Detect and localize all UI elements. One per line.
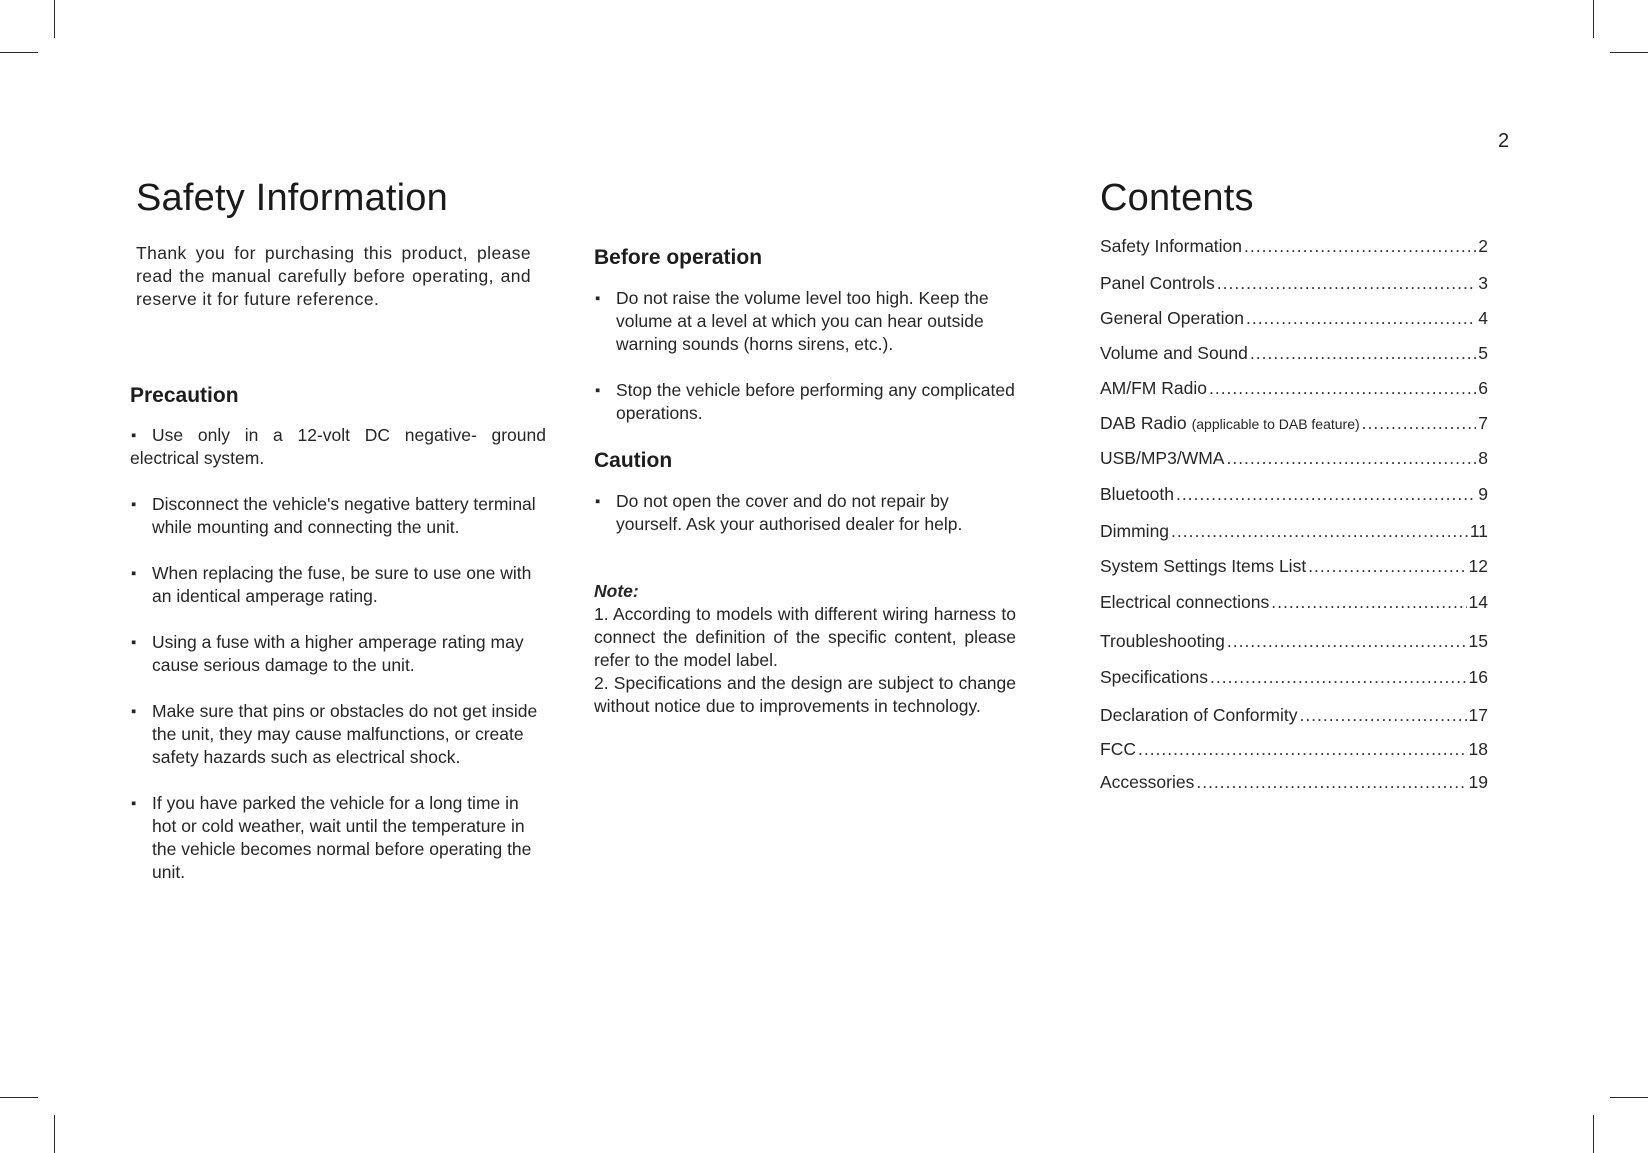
caution-list [594, 490, 1016, 536]
contents-list [1100, 236, 1488, 795]
toc-leader-dots [1308, 556, 1466, 577]
before-operation-heading: Before operation [594, 246, 763, 269]
toc-entry-title: Bluetooth [1100, 484, 1174, 504]
toc-entry[interactable] [1100, 413, 1488, 436]
list-item: ▪ Do not open the cover and do not repair by yourself. Ask your authorised dealer for help. [594, 490, 1016, 536]
crop-mark [54, 0, 55, 38]
toc-entry-page: 7 [1478, 413, 1488, 433]
toc-entry-title: Volume and Sound [1100, 343, 1248, 363]
precaution-heading: Precaution [130, 384, 239, 407]
toc-entry-page: 4 [1478, 308, 1488, 328]
toc-entry[interactable] [1100, 236, 1488, 259]
toc-entry[interactable] [1100, 343, 1488, 366]
toc-entry-title: FCC [1100, 739, 1136, 759]
toc-entry[interactable] [1100, 521, 1488, 544]
toc-entry[interactable] [1100, 631, 1488, 654]
toc-entry[interactable] [1100, 308, 1488, 331]
toc-entry-title: Electrical connections [1100, 592, 1270, 612]
toc-entry-title: AM/FM Radio [1100, 378, 1207, 398]
toc-entry[interactable] [1100, 592, 1488, 615]
operation-column [594, 246, 1016, 718]
toc-entry-page: 14 [1468, 592, 1488, 612]
toc-entry-page: 18 [1468, 739, 1488, 759]
toc-entry[interactable] [1100, 667, 1488, 690]
intro-paragraph [136, 242, 531, 311]
toc-entry-page: 11 [1469, 521, 1488, 541]
toc-entry[interactable] [1100, 378, 1488, 401]
list-item: ▪ Make sure that pins or obstacles do not get inside the unit, they may cause malfunctions, or create safety hazards such as electrical shock. [130, 700, 546, 769]
toc-leader-dots [1196, 772, 1466, 793]
crop-mark [0, 1097, 38, 1098]
toc-entry[interactable] [1100, 556, 1488, 579]
toc-leader-dots [1250, 343, 1476, 364]
toc-leader-dots [1138, 739, 1467, 760]
toc-entry-title: USB/MP3/WMA [1100, 448, 1225, 468]
toc-entry-page: 8 [1478, 448, 1488, 468]
toc-entry-page: 19 [1468, 772, 1488, 792]
toc-entry-subtitle: (applicable to DAB feature) [1191, 416, 1360, 432]
list-item: ▪ If you have parked the vehicle for a long time in hot or cold weather, wait until the temperature in the vehicle becomes normal before operating the unit. [130, 792, 546, 884]
toc-leader-dots [1271, 592, 1466, 613]
crop-mark [1593, 1115, 1594, 1153]
toc-entry[interactable] [1100, 705, 1488, 728]
toc-entry[interactable] [1100, 739, 1488, 762]
list-item: ▪ Use only in a 12-volt DC negative- ground electrical system. [130, 424, 546, 470]
list-item: ▪ Using a fuse with a higher amperage rating may cause serious damage to the unit. [130, 631, 546, 677]
note-label: Note: [594, 581, 639, 601]
toc-leader-dots [1362, 413, 1477, 434]
contents-title: Contents [1100, 177, 1254, 220]
toc-entry-title: Troubleshooting [1100, 631, 1225, 651]
toc-entry-title: General Operation [1100, 308, 1244, 328]
note-item-2: 2. Specifications and the design are subject to change without notice due to improvements in technology. [594, 673, 1016, 716]
toc-entry-page: 5 [1478, 343, 1488, 363]
list-item: ▪ Do not raise the volume level too high. Keep the volume at a level at which you can hear outside warning sounds (horns sirens, etc.). [594, 287, 1016, 356]
toc-entry-title: Declaration of Conformity [1100, 705, 1298, 725]
list-item: ▪ When replacing the fuse, be sure to use one with an identical amperage rating. [130, 562, 546, 608]
toc-entry[interactable] [1100, 448, 1488, 471]
crop-mark [1593, 0, 1594, 38]
toc-entry[interactable] [1100, 772, 1488, 795]
note-item-1: 1. According to models with different wiring harness to connect the definition of the specific content, please refer to the model label. [594, 604, 1016, 670]
toc-entry-page: 12 [1468, 556, 1488, 576]
toc-entry-title: Safety Information [1100, 236, 1243, 256]
toc-leader-dots [1227, 631, 1467, 652]
toc-entry-title: Specifications [1100, 667, 1208, 687]
toc-entry-title: Panel Controls [1100, 273, 1215, 293]
crop-mark [54, 1115, 55, 1153]
intro-text: Thank you for purchasing this product, please read the manual carefully before operating, and reserve it for future reference. [136, 243, 531, 309]
page-number: 2 [1498, 130, 1510, 152]
caution-heading: Caution [594, 449, 673, 472]
precaution-list [130, 424, 546, 884]
toc-entry-title: System Settings Items List [1100, 556, 1307, 576]
toc-entry-page: 3 [1478, 273, 1488, 293]
toc-leader-dots [1210, 667, 1467, 688]
toc-leader-dots [1299, 705, 1466, 726]
crop-mark [1610, 52, 1648, 53]
toc-leader-dots [1246, 308, 1476, 329]
toc-entry-title: Dimming [1100, 521, 1170, 541]
precaution-section [130, 384, 546, 907]
toc-leader-dots [1171, 521, 1468, 542]
toc-entry[interactable] [1100, 484, 1488, 507]
toc-leader-dots [1176, 484, 1476, 505]
before-operation-list [594, 287, 1016, 425]
toc-entry-page: 17 [1468, 705, 1488, 725]
list-item: ▪ Stop the vehicle before performing any complicated operations. [594, 379, 1016, 425]
toc-entry-page: 15 [1468, 631, 1488, 651]
toc-entry-page: 16 [1468, 667, 1488, 687]
toc-entry-title: Accessories [1100, 772, 1195, 792]
list-item: ▪ Disconnect the vehicle's negative battery terminal while mounting and connecting the unit. [130, 493, 546, 539]
toc-entry-page: 9 [1478, 484, 1488, 504]
toc-entry-page: 6 [1478, 378, 1488, 398]
toc-entry[interactable] [1100, 273, 1488, 296]
toc-leader-dots [1226, 448, 1476, 469]
crop-mark [0, 52, 38, 53]
safety-information-title: Safety Information [136, 177, 448, 220]
toc-leader-dots [1217, 273, 1476, 294]
crop-mark [1610, 1097, 1648, 1098]
toc-leader-dots [1209, 378, 1476, 399]
toc-leader-dots [1244, 236, 1476, 257]
toc-entry-page: 2 [1478, 236, 1488, 256]
toc-entry-title: DAB Radio [1100, 413, 1187, 433]
